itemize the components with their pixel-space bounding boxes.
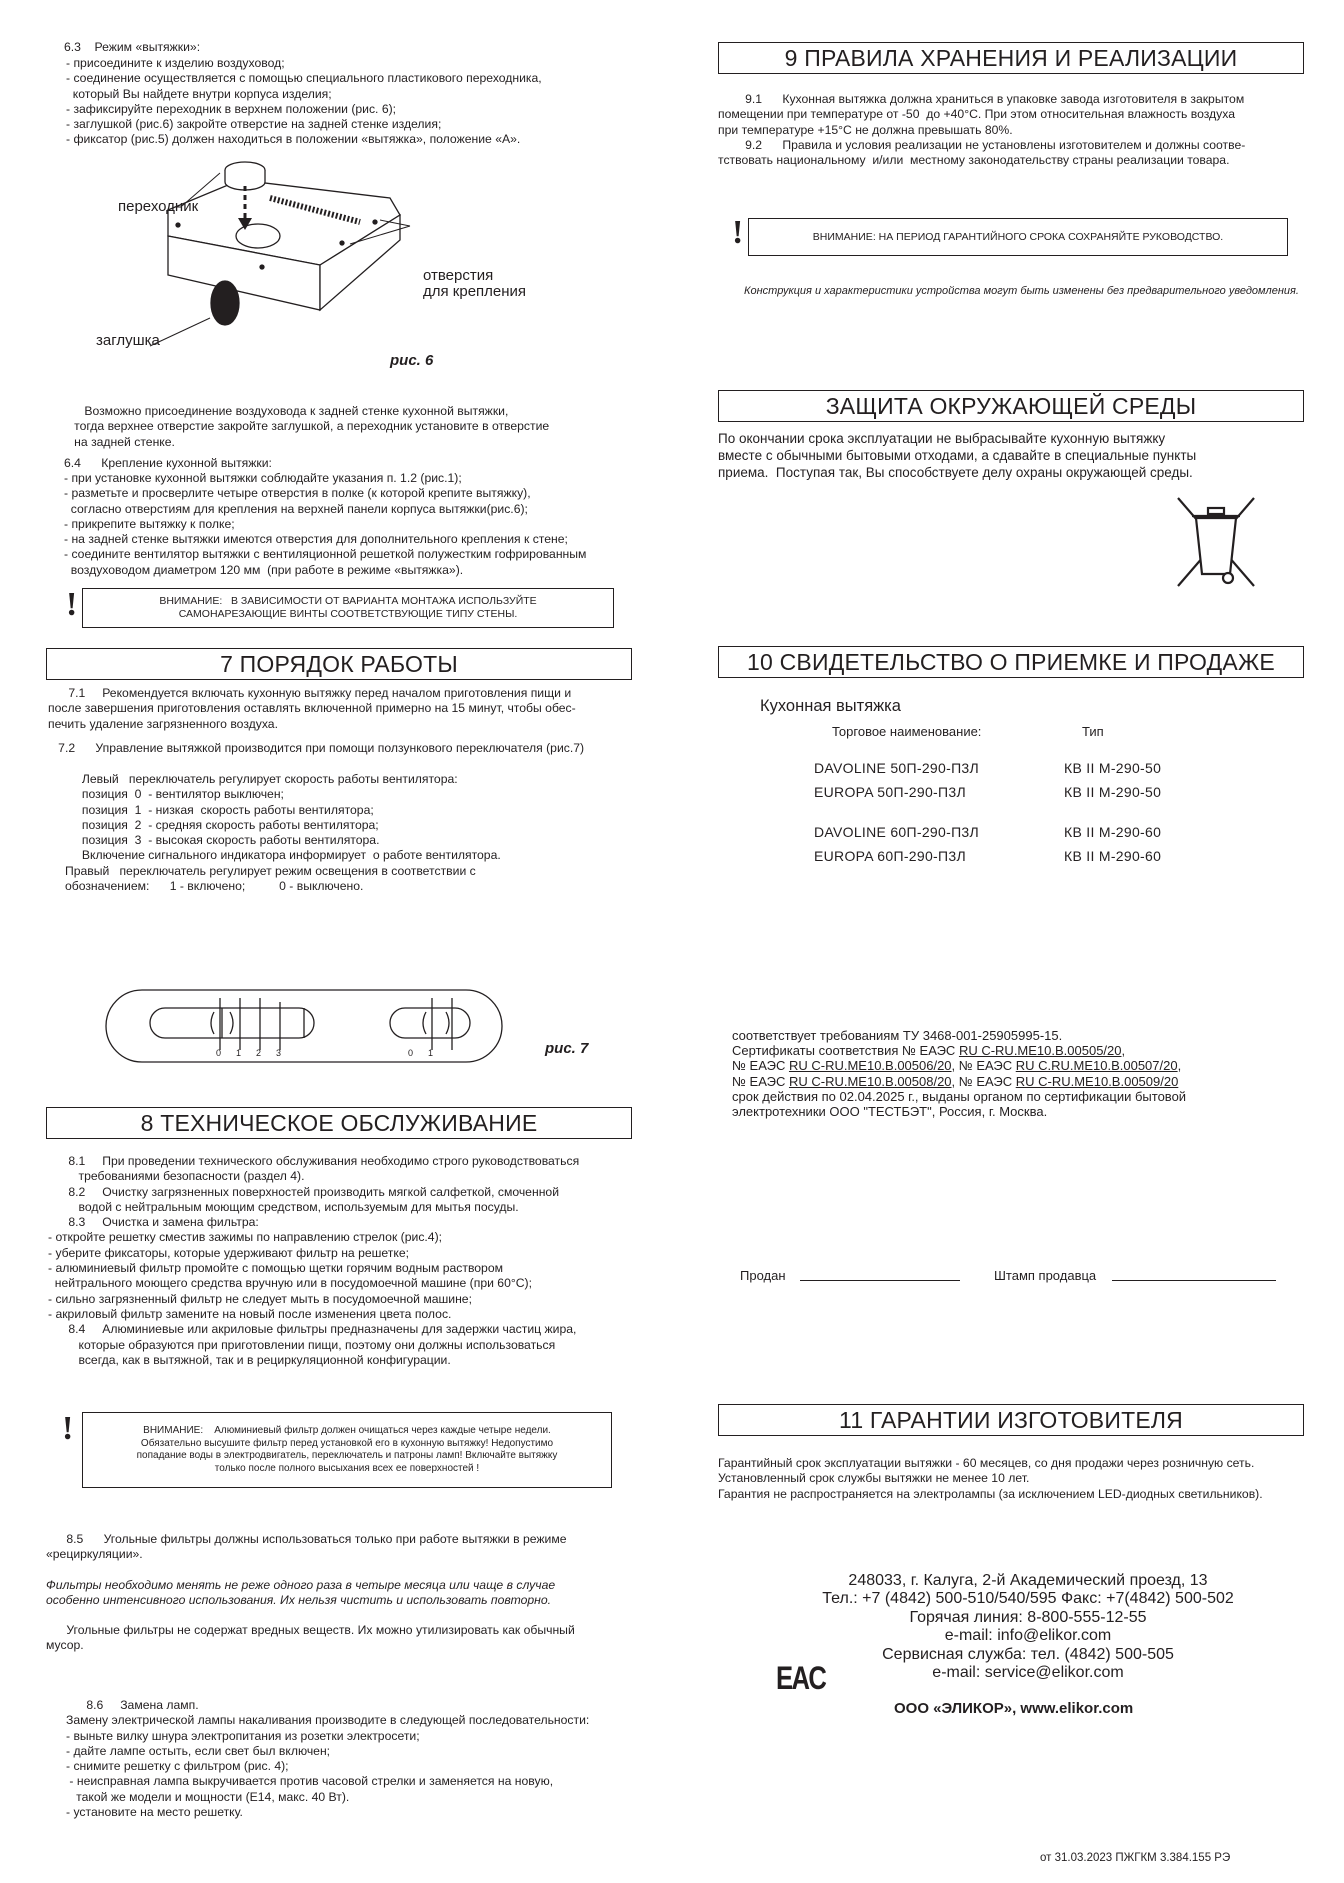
certificates	[732, 1028, 1186, 1119]
col-type: Тип	[1082, 724, 1104, 739]
section-11-heading: 11 ГАРАНТИИ ИЗГОТОВИТЕЛЯ	[718, 1404, 1304, 1436]
sold-label: Продан	[740, 1268, 786, 1283]
section-8-heading: 8 ТЕХНИЧЕСКОЕ ОБСЛУЖИВАНИЕ	[46, 1107, 632, 1139]
s63-list	[66, 56, 542, 148]
list-item: - заглушкой (рис.6) закройте отверстие на задней стенке изделия;	[66, 117, 442, 132]
cert-number: RU C-RU.МЕ10.В.00506/20	[788, 1058, 952, 1074]
list-item: - на задней стенке вытяжки имеются отверстия для дополнительного крепления к стене;	[64, 532, 568, 547]
list-item: - при установке кухонной вытяжки соблюдайте указания п. 1.2 (рис.1);	[64, 471, 462, 485]
contacts	[808, 1572, 1248, 1682]
list-item: воздуховодом диаметром 120 мм (при работе в режиме «вытяжка»).	[64, 562, 464, 577]
tick-label: 0	[216, 1048, 222, 1058]
cert-prefix: , № ЕАЭС	[951, 1073, 1016, 1089]
s86: 8.6 Замена ламп. Замену электрической лампы накаливания производите в следующей последовательности: - выньте вилку шнура электропитания из розетки электросети; - дайте лампе остыть, если свет был включен; - снимите решетку с фильтром (рис. 4); - неисправная лампа выкручивается против часовой стрелки и заменяется на новую, такой же модели и мощности (Е14, макс. 40 Вт). - установите на место решетку.	[66, 1698, 590, 1820]
tick-label: 3	[276, 1048, 282, 1058]
tick-label: 1	[428, 1048, 434, 1058]
cert-line: Сертификаты соответствия № ЕАЭС RU C-RU.МЕ10.В.00505/20,	[732, 1043, 1126, 1059]
model-name: EUROPA 60П-290-П3Л	[814, 848, 966, 864]
list-item: - прикрепите вытяжку к полке;	[64, 516, 235, 531]
sold-line	[800, 1280, 960, 1281]
fig6-caption: рис. 6	[390, 352, 434, 369]
tick-label: 2	[256, 1048, 262, 1058]
s85: 8.5 Угольные фильтры должны использоваться только при работе вытяжки в режиме «рециркуляции».	[46, 1532, 567, 1562]
design-note: Конструкция и характеристики устройства могут быть изменены без предварительного уведомления.	[744, 285, 1299, 297]
cert-prefix: , № ЕАЭС	[951, 1058, 1016, 1074]
s64-title: 6.4 Крепление кухонной вытяжки:	[64, 456, 272, 470]
switch-panel-figure-7	[104, 988, 504, 1068]
section-9-heading: 9 ПРАВИЛА ХРАНЕНИЯ И РЕАЛИЗАЦИИ	[718, 42, 1304, 74]
contact-line: e-mail: info@elikor.com	[944, 1627, 1112, 1645]
label-holes: отверстия для крепления	[423, 267, 527, 300]
eac-logo: EAC	[776, 1660, 826, 1696]
environment-heading: ЗАЩИТА ОКРУЖАЮЩЕЙ СРЕДЫ	[718, 390, 1304, 422]
s72-detail: Левый переключатель регулирует скорость работы вентилятора: позиция 0 - вентилятор выключен; позиция 1 - низкая скорость работы вентилятора; позиция 2 - средняя скорость работы вентилятора; позиция 3 - высокая скорость работы вентилятора. Включение сигнального индикатора информирует о работе вентилятора. Правый переключатель регулирует режим освещения в соответствии с обозначением: 1 - включено; 0 - выключено.	[64, 772, 501, 894]
warning-box-manual: ВНИМАНИЕ: НА ПЕРИОД ГАРАНТИЙНОГО СРОКА СОХРАНЯЙТЕ РУКОВОДСТВО.	[748, 218, 1288, 256]
list-item: - зафиксируйте переходник в верхнем положении (рис. 6);	[66, 101, 397, 116]
cert-prefix: Сертификаты соответствия № ЕАЭС	[732, 1043, 959, 1059]
s63-title: 6.3 Режим «вытяжки»:	[64, 40, 201, 54]
cert-prefix: № ЕАЭС	[732, 1073, 789, 1089]
model-name: DAVOLINE 60П-290-П3Л	[814, 824, 980, 840]
list-item: - соединение осуществляется с помощью специального пластикового переходника,	[66, 71, 542, 86]
s63-after: Возможно присоединение воздуховода к задней стенке кухонной вытяжки, тогда верхнее отверстие закройте заглушкой, а переходник установите в отверстие на задней стенке.	[74, 404, 550, 449]
contact-line: e-mail: service@elikor.com	[932, 1664, 1124, 1682]
list-item: который Вы найдете внутри корпуса изделия;	[66, 86, 332, 101]
warranty-text: Гарантийный срок эксплуатации вытяжки - 60 месяцев, со дня продажи через розничную сеть. Установленный срок службы вытяжки не менее 10 лет. Гарантия не распространяется на электролампы (за исключением LED-диодных светильников).	[718, 1456, 1263, 1501]
contact-line: Горячая линия: 8-800-555-12-55	[909, 1608, 1147, 1626]
s64-list	[64, 471, 586, 578]
list-item: - присоедините к изделию воздуховод;	[66, 56, 285, 70]
list-item: - разметьте и просверлите четыре отверстия в полке (к которой крепите вытяжку),	[64, 486, 531, 501]
cert-line	[732, 1074, 1186, 1089]
model-type: КВ II М-290-50	[1064, 760, 1162, 776]
list-item: согласно отверстиям для крепления на верхней панели корпуса вытяжки(рис.6);	[64, 501, 528, 516]
warning-icon: !	[66, 586, 78, 623]
list-item: - соедините вентилятор вытяжки с вентиляционной решеткой полужестким гофрированным	[64, 547, 587, 562]
cert-line: соответствует требованиям ТУ 3468-001-25905995-15.	[732, 1028, 1063, 1043]
doc-footer: от 31.03.2023 ПЖГКМ 3.384.155 РЭ	[1040, 1852, 1231, 1864]
model-type: КВ II М-290-60	[1064, 848, 1162, 864]
stamp-label: Штамп продавца	[994, 1268, 1097, 1283]
s71: 7.1 Рекомендуется включать кухонную вытяжку перед началом приготовления пищи и после завершения приготовления оставлять включенной примерно на 15 минут, чтобы обес- печить удаление загрязненного воздуха.	[48, 686, 576, 731]
s9-body: 9.1 Кухонная вытяжка должна храниться в упаковке завода изготовителя в закрытом помещении при температуре от -50 до +40°С. При этом относительная влажность воздуха при температуре +15°С не должна превышать 80%. 9.2 Правила и условия реализации не установлены изготовителем и должны соотве- тствовать национальному и/или местному законодательству страны реализации товара.	[718, 92, 1246, 168]
warning-icon: !	[732, 214, 744, 251]
label-plug: заглушка	[96, 332, 160, 349]
list-item: - фиксатор (рис.5) должен находиться в положении «вытяжка», положение «А».	[66, 132, 521, 147]
cert-number: RU C-RU.МЕ10.В.00505/20	[958, 1043, 1122, 1059]
warning-box-filter: ВНИМАНИЕ: Алюминиевый фильтр должен очищаться через каждые четыре недели. Обязательно высушите фильтр перед установкой его в кухонную вытяжку! Недопустимо попадание воды в электродвигатель, переключатель и патроны ламп! Включайте вытяжку только после полного высыхания всех ее поверхностей !	[82, 1412, 612, 1488]
warning-icon: !	[62, 1410, 74, 1447]
cert-line: № ЕАЭС RU C-RU.МЕ10.В.00506/20, № ЕАЭС RU C.RU.МЕ10.В.00507/20,	[732, 1058, 1182, 1074]
cert-line: срок действия по 02.04.2025 г., выданы органом по сертификации бытовой	[732, 1088, 1187, 1104]
fig7-caption: рис. 7	[545, 1040, 589, 1057]
product-name: Кухонная вытяжка	[760, 697, 901, 715]
cert-number: RU C-RU.МЕ10.В.00508/20	[788, 1073, 952, 1089]
section-7-heading: 7 ПОРЯДОК РАБОТЫ	[46, 648, 632, 680]
cert-line: электротехники ООО "ТЕСТБЭТ", Россия, г. Москва.	[732, 1104, 1048, 1120]
environment-text: По окончании срока эксплуатации не выбрасывайте кухонную вытяжку вместе с обычными бытовыми отходами, а сдавайте в специальные пункты приема. Поступая так, Вы способствуете делу охраны окружающей среды.	[718, 431, 1197, 480]
section-10-heading: 10 СВИДЕТЕЛЬСТВО О ПРИЕМКЕ И ПРОДАЖЕ	[718, 646, 1304, 678]
label-adapter: переходник	[118, 198, 199, 215]
cert-prefix: № ЕАЭС	[732, 1058, 789, 1074]
col-trade-name: Торговое наименование:	[832, 724, 982, 739]
contact-line: 248033, г. Калуга, 2-й Академический проезд, 13	[848, 1572, 1208, 1589]
cert-number: RU C-RU.МЕ10.В.00509/20	[1015, 1073, 1179, 1089]
model-name: EUROPA 50П-290-П3Л	[814, 784, 966, 800]
crossed-bin-icon	[1176, 496, 1256, 588]
model-name: DAVOLINE 50П-290-П3Л	[814, 760, 980, 776]
s85-after: Угольные фильтры не содержат вредных веществ. Их можно утилизировать как обычный мусор.	[46, 1623, 575, 1653]
tick-label: 1	[236, 1048, 242, 1058]
contact-line: Тел.: +7 (4842) 500-510/540/595 Факс: +7(4842) 500-502	[822, 1590, 1234, 1608]
s85-italic: Фильтры необходимо менять не реже одного раза в четыре месяца или чаще в случае особенно интенсивного использования. Их нельзя чистить и использовать повторно.	[46, 1578, 556, 1608]
warning-box-mounting: ВНИМАНИЕ: В ЗАВИСИМОСТИ ОТ ВАРИАНТА МОНТАЖА ИСПОЛЬЗУЙТЕ САМОНАРЕЗАЮЩИЕ ВИНТЫ СООТВЕТСТВУЮЩИЕ ТИПУ СТЕНЫ.	[82, 588, 614, 628]
s8-body: 8.1 При проведении технического обслуживания необходимо строго руководствоваться требованиями безопасности (раздел 4). 8.2 Очистку загрязненных поверхностей производить мягкой салфеткой, смоченной водой с нейтральным моющим средством, используемым для мытья посуды. 8.3 Очистка и замена фильтра: - откройте решетку сместив зажимы по направлению стрелок (рис.4); - уберите фиксаторы, которые удерживают фильтр на решетке; - алюминиевый фильтр промойте с помощью щетки горячим водным раствором нейтрального моющего средства вручную или в посудомоечной машине (при 60°С); - сильно загрязненный фильтр не следует мыть в посудомоечной машине; - акриловый фильтр замените на новый после изменения цвета полос. 8.4 Алюминиевые или акриловые фильтры предназначены для задержки частиц жира, которые образуются при приготовлении пищи, поэтому они должны использоваться всегда, как в вытяжной, так и в рециркуляционной конфигурации.	[48, 1154, 580, 1367]
model-type: КВ II М-290-60	[1064, 824, 1162, 840]
company-name: ООО «ЭЛИКОР», www.elikor.com	[894, 1700, 1134, 1717]
tick-label: 0	[408, 1048, 414, 1058]
cert-number: RU C.RU.МЕ10.В.00507/20	[1015, 1058, 1178, 1074]
stamp-line	[1112, 1280, 1276, 1281]
model-type: КВ II М-290-50	[1064, 784, 1162, 800]
contact-line: Сервисная служба: тел. (4842) 500-505	[882, 1645, 1174, 1663]
s72: 7.2 Управление вытяжкой производится при помощи ползункового переключателя (рис.7)	[48, 741, 585, 755]
